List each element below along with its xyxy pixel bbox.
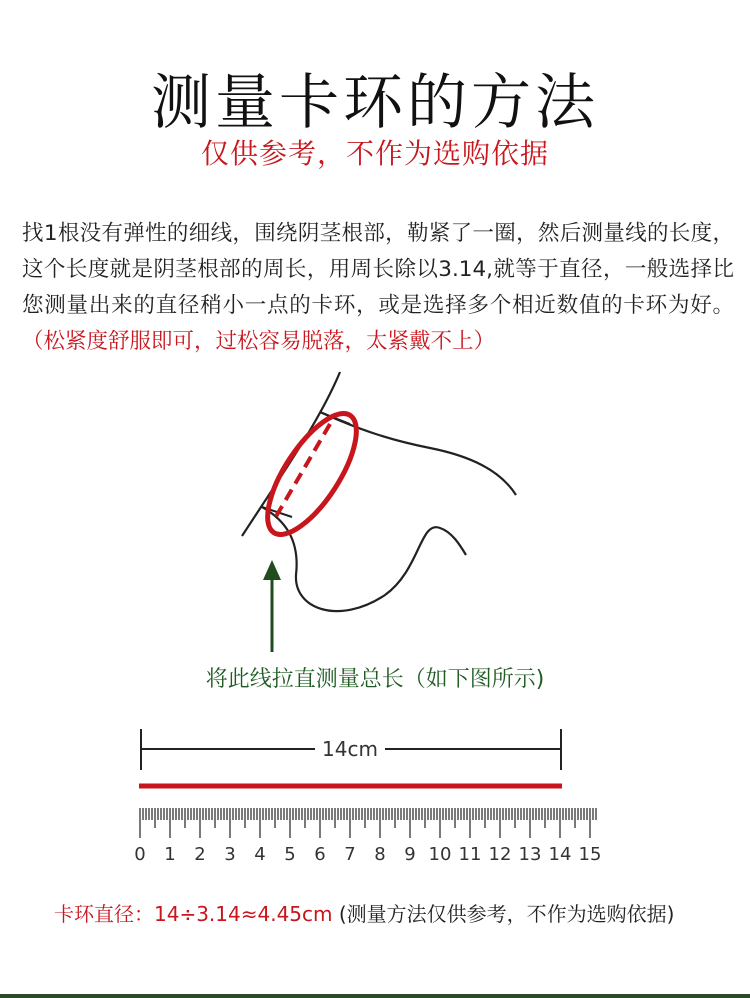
ruler-label: 5 — [284, 844, 296, 865]
footer-text — [54, 898, 674, 927]
tightness-note: （松紧度舒服即可，过松容易脱落，太紧戴不上） — [22, 329, 496, 354]
ruler-label: 1 — [164, 844, 176, 865]
ruler-label: 10 — [428, 844, 452, 865]
ruler-label: 15 — [578, 844, 602, 865]
page-title: 测量卡环的方法 — [151, 68, 599, 138]
ruler — [134, 808, 601, 865]
ruler-label: 11 — [458, 844, 482, 865]
ruler-label: 6 — [314, 844, 326, 865]
ruler-label: 14 — [548, 844, 572, 865]
ruler-label: 3 — [224, 844, 236, 865]
ruler-label: 4 — [254, 844, 266, 865]
ring-marker — [251, 401, 373, 548]
bottom-border — [0, 994, 750, 998]
diameter-formula: 卡环直径：14÷3.14≈4.45cm — [54, 902, 333, 926]
ruler-label: 13 — [518, 844, 542, 865]
illustration-caption: 将此线拉直测量总长（如下图所示) — [205, 667, 545, 692]
length-label: 14cm — [322, 737, 378, 761]
page-subtitle: 仅供参考，不作为选购依据 — [200, 137, 549, 170]
hanging-string — [262, 507, 466, 611]
ruler-label: 12 — [488, 844, 512, 865]
ruler-label: 9 — [404, 844, 416, 865]
ruler-label: 7 — [344, 844, 356, 865]
instructions-text: 找1根没有弹性的细线，围绕阴茎根部，勒紧了一圈，然后测量线的长度，这个长度就是阴茎根部的周长，用周长除以3.14,就等于直径，一般选择比您测量出来的直径稍小一点的卡环，或是选择多个相近数值的卡环为好。 — [22, 221, 734, 318]
pointer-arrow-head — [263, 560, 281, 580]
ruler-label: 8 — [374, 844, 386, 865]
footer-note: (测量方法仅供参考，不作为选购依据) — [332, 902, 675, 926]
ruler-label: 2 — [194, 844, 206, 865]
ruler-label: 0 — [134, 844, 146, 865]
